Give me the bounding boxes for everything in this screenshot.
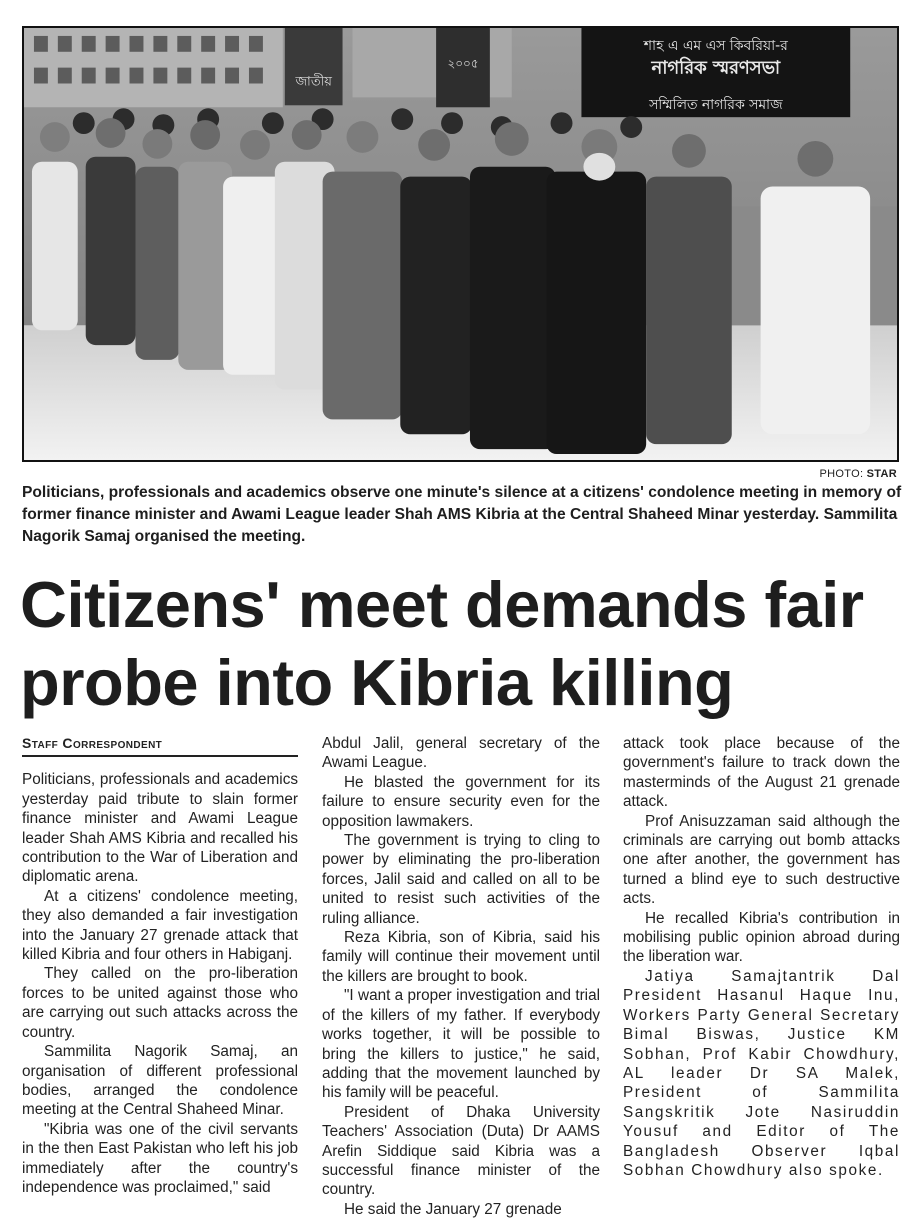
photo-credit bbox=[820, 468, 897, 480]
paragraph: President of Dhaka University Teachers' Association (Duta) Dr AAMS Arefin Siddique said Kibria was a successful finance minister of the country. bbox=[322, 1103, 600, 1199]
paragraph: They called on the pro-liberation forces to be united against those who are carrying out such attacks across the country. bbox=[22, 965, 298, 1041]
article-column-2 bbox=[322, 734, 600, 1219]
byline: Staff Correspondent bbox=[22, 734, 298, 757]
photo-credit-prefix: PHOTO: bbox=[819, 468, 867, 480]
paragraph: He blasted the government for its failure to ensure security even for the opposition lawmakers. bbox=[322, 773, 600, 830]
photo-credit-source: STAR bbox=[866, 468, 897, 480]
headline: Citizens' meet demands fair probe into Kibria killing bbox=[20, 568, 864, 719]
paragraph: Jatiya Samajtantrik Dal President Hasanul Haque Inu, Workers Party General Secretary Bimal Biswas, Justice KM Sobhan, Prof Kabir Chowdhury, AL leader Dr SA Malek, President of Sammilita Sangskritik Jote Nasiruddin Yousuf and Editor of The Bangladesh Observer Iqbal Sobhan Chowdhury also spoke. bbox=[623, 967, 900, 1179]
news-photo bbox=[22, 26, 899, 462]
article-column-3 bbox=[623, 734, 900, 1180]
paragraph: At a citizens' condolence meeting, they also demanded a fair investigation into the January 27 grenade attack that killed Kibria and four others in Habiganj. bbox=[22, 887, 298, 964]
paragraph: The government is trying to cling to power by eliminating the pro-liberation forces, Jalil said and called on all to be united to resist such activities of the ruling alliance. bbox=[322, 832, 600, 927]
paragraph: Sammilita Nagorik Samaj, an organisation of different professional bodies, arranged the condolence meeting at the Central Shaheed Minar. bbox=[22, 1043, 298, 1119]
article-column-1 bbox=[22, 734, 298, 1197]
photo-sign-year: ২০০৫ bbox=[447, 56, 479, 71]
paragraph: Abdul Jalil, general secretary of the Awami League. bbox=[322, 735, 600, 772]
paragraph: Politicians, professionals and academics yesterday paid tribute to slain former finance minister and Awami League leader Shah AMS Kibria and recalled his contribution to the War of Liberation and diplomatic arena. bbox=[22, 771, 298, 886]
photo-illustration bbox=[24, 28, 897, 460]
paragraph: "Kibria was one of the civil servants in the then East Pakistan who left his job immediately after the country's independence was proclaimed," said bbox=[22, 1120, 298, 1196]
paragraph: He recalled Kibria's contribution in mobilising public opinion abroad during the liberation war. bbox=[623, 909, 900, 966]
banner-line-1: শাহ এ এম এস কিবরিয়া-র bbox=[643, 37, 788, 54]
banner-line-3: সম্মিলিত নাগরিক সমাজ bbox=[649, 97, 783, 114]
paragraph: Reza Kibria, son of Kibria, said his family will continue their movement until the killers are brought to book. bbox=[322, 929, 600, 985]
paragraph: Prof Anisuzzaman said although the criminals are carrying out bomb attacks one after another, the government has turned a blind eye to such destructive acts. bbox=[623, 812, 900, 908]
paragraph: "I want a proper investigation and trial of the killers of my father. If everybody works together, it will be possible to bring the killers to justice," he said, adding that the movement launched by his family will be peaceful. bbox=[322, 987, 600, 1102]
photo-caption: Politicians, professionals and academics observe one minute's silence at a citizens' condolence meeting in memory of former finance minister and Awami League leader Shah AMS Kibria at the Central Shaheed Minar yesterday. Sammilita Nagorik Samaj organised the meeting. bbox=[22, 484, 902, 545]
photo-sign-left: জাতীয় bbox=[295, 74, 332, 90]
paragraph: He said the January 27 grenade bbox=[344, 1200, 562, 1218]
paragraph: attack took place because of the government's failure to track down the masterminds of the August 21 grenade attack. bbox=[623, 735, 900, 811]
banner-line-2: নাগরিক স্মরণসভা bbox=[651, 57, 781, 79]
